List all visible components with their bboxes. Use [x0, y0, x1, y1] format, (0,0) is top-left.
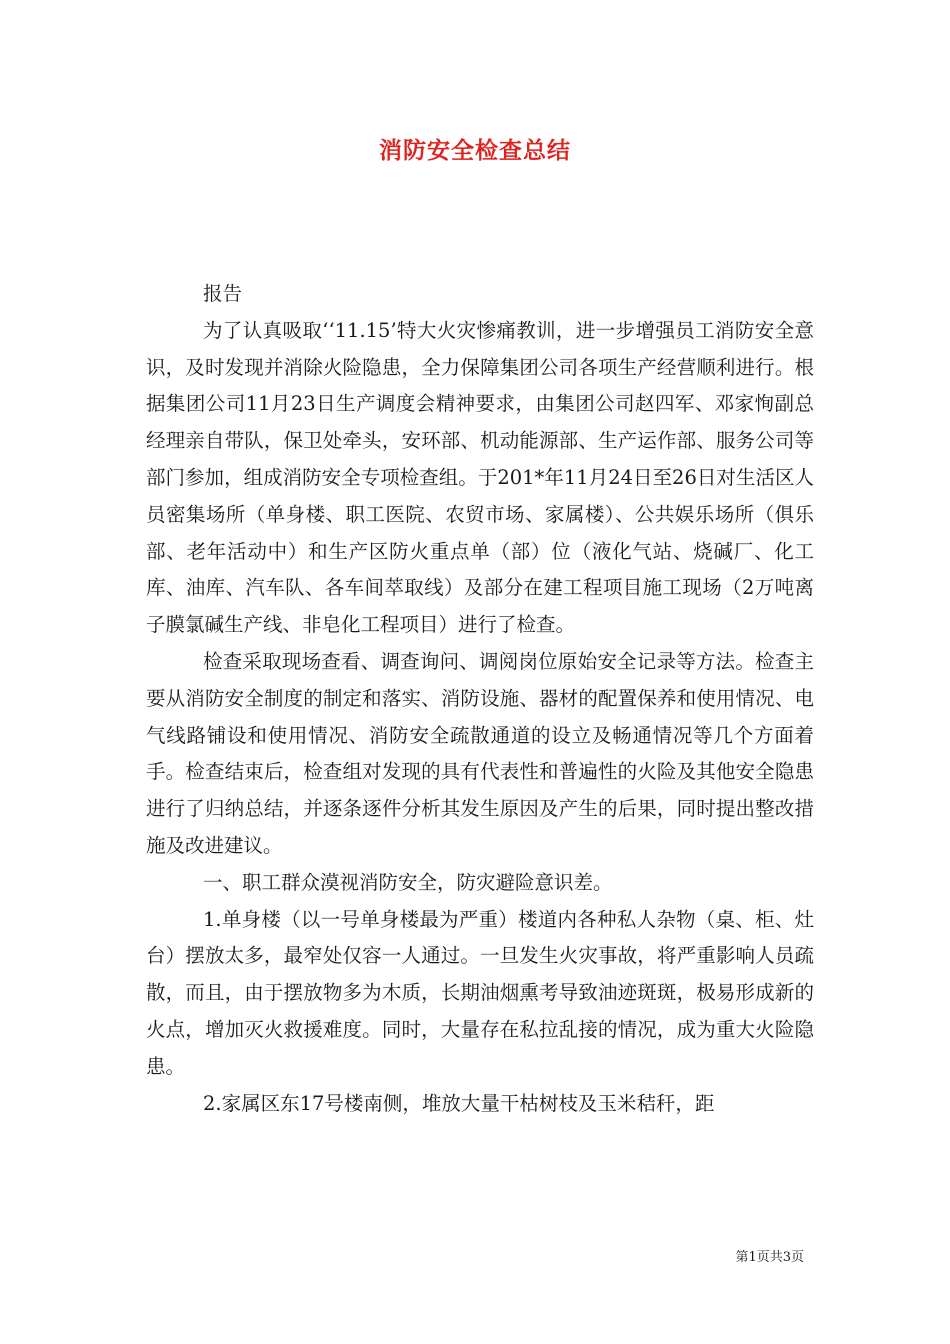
document-body: [146, 276, 814, 1122]
paragraph-label: 报告: [203, 282, 243, 305]
paragraph-method: 检查采取现场查看、调查询问、调阅岗位原始安全记录等方法。检查主要从消防安全制度的制定和落实、消防设施、器材的配置保养和使用情况、电气线路铺设和使用情况、消防安全疏散通道的设立及畅通情况等几个方面着手。检查结束后，检查组对发现的具有代表性和普遍性的火险及其他安全隐患进行了归纳总结，并逐条逐件分析其发生原因及产生的后果，同时提出整改措施及改进建议。: [146, 649, 814, 857]
list-item-1: 1.单身楼（以一号单身楼最为严重）楼道内各种私人杂物（桌、柜、灶台）摆放太多，最窄处仅容一人通过。一旦发生火灾事故，将严重影响人员疏散，而且，由于摆放物多为木质，长期油烟熏考导致油迹斑斑，极易形成新的火点，增加灭火救援难度。同时，大量存在私拉乱接的情况，成为重大火险隐患。: [146, 907, 814, 1078]
list-item-2: 2.家属区东17号楼南侧，堆放大量干枯树枝及玉米秸秆，距: [203, 1091, 715, 1115]
page-title: 消防安全检查总结: [379, 137, 571, 164]
paragraph-intro: 为了认真吸取‘‘11.15’特大火灾惨痛教训，进一步增强员工消防安全意识，及时发现并消除火险隐患，全力保障集团公司各项生产经营顺利进行。根据集团公司11月23日生产调度会精神要求，由集团公司赵四军、邓家恂副总经理亲自带队，保卫处牵头，安环部、机动能源部、生产运作部、服务公司等部门参加，组成消防安全专项检查组。于201*年11月24日至26日对生活区人员密集场所（单身楼、职工医院、农贸市场、家属楼）、公共娱乐场所（俱乐部、老年活动中）和生产区防火重点单（部）位（液化气站、烧碱厂、化工库、油库、汽车队、各车间萃取线）及部分在建工程项目施工现场（2万吨离子膜氯碱生产线、非皂化工程项目）进行了检查。: [146, 318, 814, 637]
section-heading-1: 一、职工群众漠视消防安全，防灾避险意识差。: [203, 870, 613, 894]
page-number: 第1页共3页: [735, 1250, 804, 1265]
